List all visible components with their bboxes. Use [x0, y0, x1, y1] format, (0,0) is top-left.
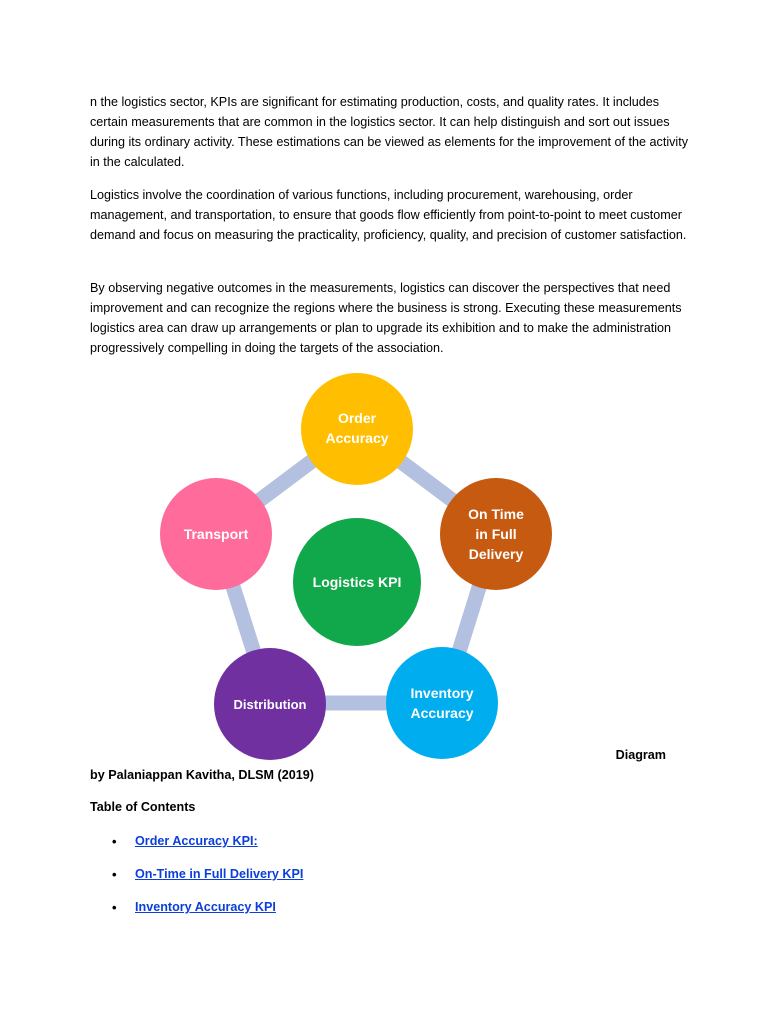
node-order-accuracy-line-2: Accuracy: [325, 430, 389, 446]
node-inventory-accuracy-line-2: Accuracy: [410, 705, 474, 721]
table-of-contents-title: Table of Contents: [90, 800, 196, 814]
node-transport-label: Transport: [183, 526, 249, 542]
node-inventory-accuracy-line-1: Inventory: [410, 685, 474, 701]
paragraph-logistics-coordination: Logistics involve the coordination of various functions, including procurement, warehousing, order management, and transportation, to ensure that goods flow efficiently from point-to-point to meet customer demand and focus on measuring the practicality, proficiency, quality, and precision of customer satisfaction.: [90, 188, 687, 242]
node-distribution-label: Distribution: [233, 697, 307, 712]
paragraph-negative-outcomes: By observing negative outcomes in the measurements, logistics can discover the perspectives that need improvement and can recognize the regions where the business is strong. Executing these measurements logistics area can draw up arrangements or plan to upgrade its exhibition and to make the administration progressively compelling in doing the targets of the association.: [90, 281, 682, 355]
node-distribution: [214, 648, 326, 760]
node-otif-line-3: Delivery: [468, 546, 524, 562]
toc-link-inventory-accuracy[interactable]: Inventory Accuracy KPI: [135, 900, 276, 914]
node-inventory-accuracy: [386, 647, 498, 759]
node-order-accuracy-line-1: Order: [337, 410, 377, 426]
diagram-caption-label: Diagram: [615, 748, 666, 762]
node-otif-line-2: in Full: [475, 526, 517, 542]
node-transport: [160, 478, 272, 590]
center-node-label: Logistics KPI: [312, 574, 402, 590]
paragraph-kpi-intro: n the logistics sector, KPIs are significant for estimating production, costs, and quality rates. It includes certain measurements that are common in the logistics sector. It can help distinguish and sort out issues during its ordinary activity. These estimations can be viewed as elements for the improvement of the activity in the calculated.: [90, 95, 689, 169]
node-order-accuracy: [301, 373, 413, 485]
node-on-time-in-full-delivery: [440, 478, 552, 590]
node-otif-line-1: On Time: [468, 506, 524, 522]
center-node-logistics-kpi: [293, 518, 421, 646]
bullet-icon: •: [112, 834, 117, 849]
toc-link-on-time-in-full[interactable]: On-Time in Full Delivery KPI: [135, 867, 304, 881]
bullet-icon: •: [112, 900, 117, 915]
bullet-icon: •: [112, 867, 117, 882]
diagram-attribution: by Palaniappan Kavitha, DLSM (2019): [90, 768, 314, 782]
toc-link-order-accuracy[interactable]: Order Accuracy KPI:: [135, 834, 258, 848]
